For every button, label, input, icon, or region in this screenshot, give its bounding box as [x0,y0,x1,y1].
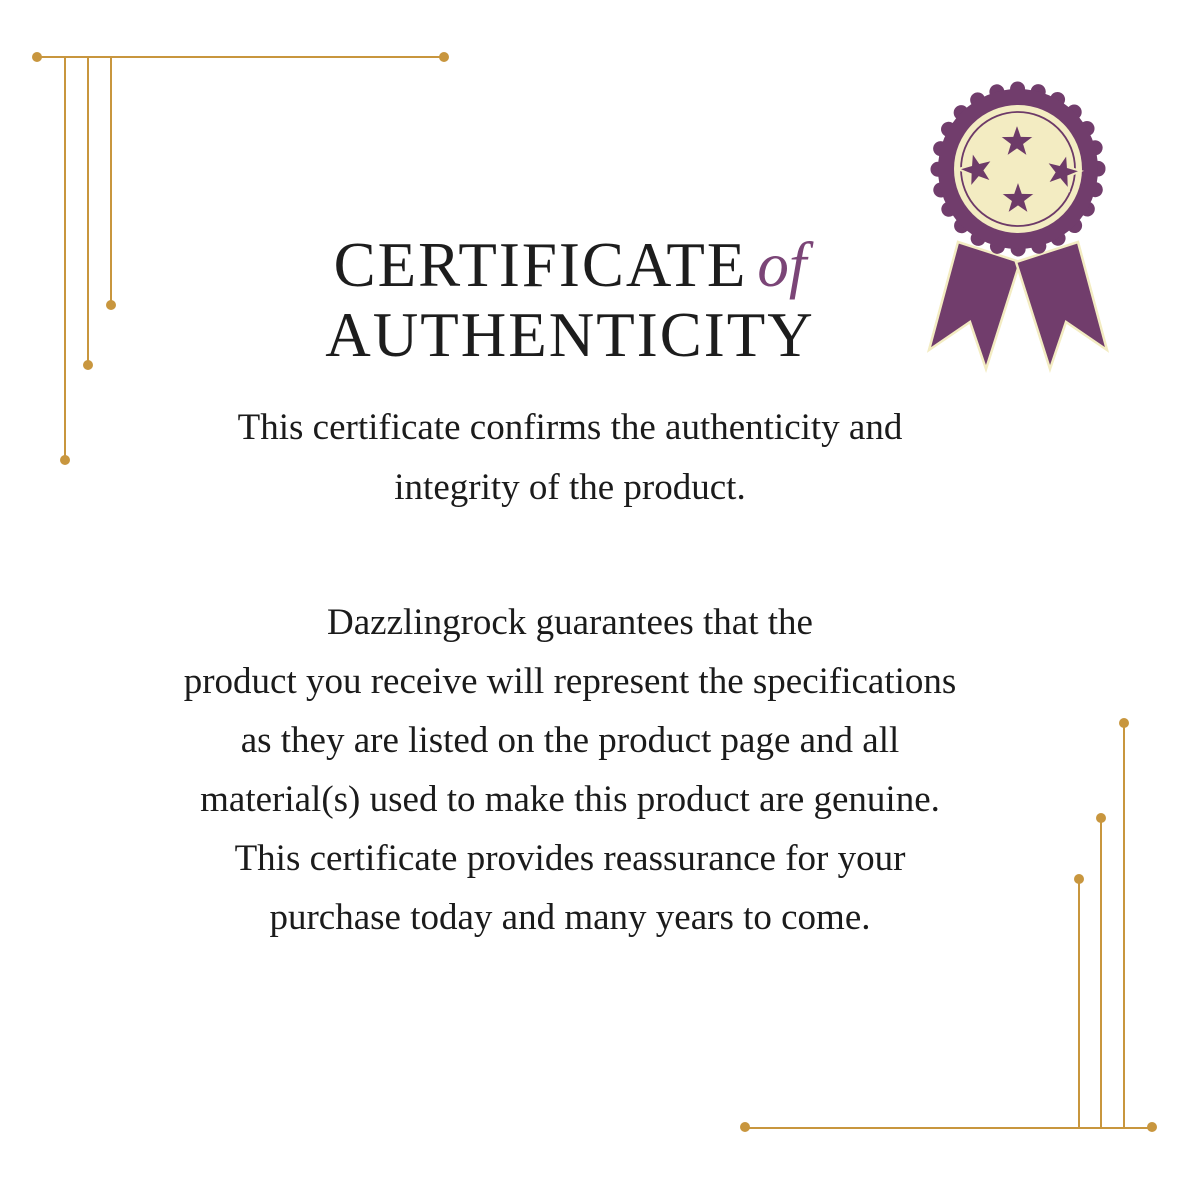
guarantee-line: product you receive will represent the specifications [183,661,957,702]
intro-line: This certificate confirms the authenticity and [237,407,903,448]
guarantee-line: as they are listed on the product page and all [240,720,900,761]
guarantee-paragraph [0,593,1140,947]
title-line-2: AUTHENTICITY [325,300,815,370]
gold-dot [439,52,449,62]
gold-dot [1147,1122,1157,1132]
guarantee-line: material(s) used to make this product are genuine. [200,779,940,820]
title-word-of: of [757,230,807,300]
gold-dot [740,1122,750,1132]
gold-dot [32,52,42,62]
title-line-1 [0,230,1140,300]
guarantee-line: purchase today and many years to come. [269,897,871,938]
guarantee-line: This certificate provides reassurance for your [234,838,906,879]
certificate-title [0,230,1140,370]
gold-line-horizontal [37,56,444,58]
intro-paragraph [0,398,1140,518]
intro-line: integrity of the product. [394,467,746,508]
gold-line-horizontal [745,1127,1152,1129]
guarantee-line: Dazzlingrock guarantees that the [327,602,813,643]
title-word-certificate: CERTIFICATE [333,230,748,300]
